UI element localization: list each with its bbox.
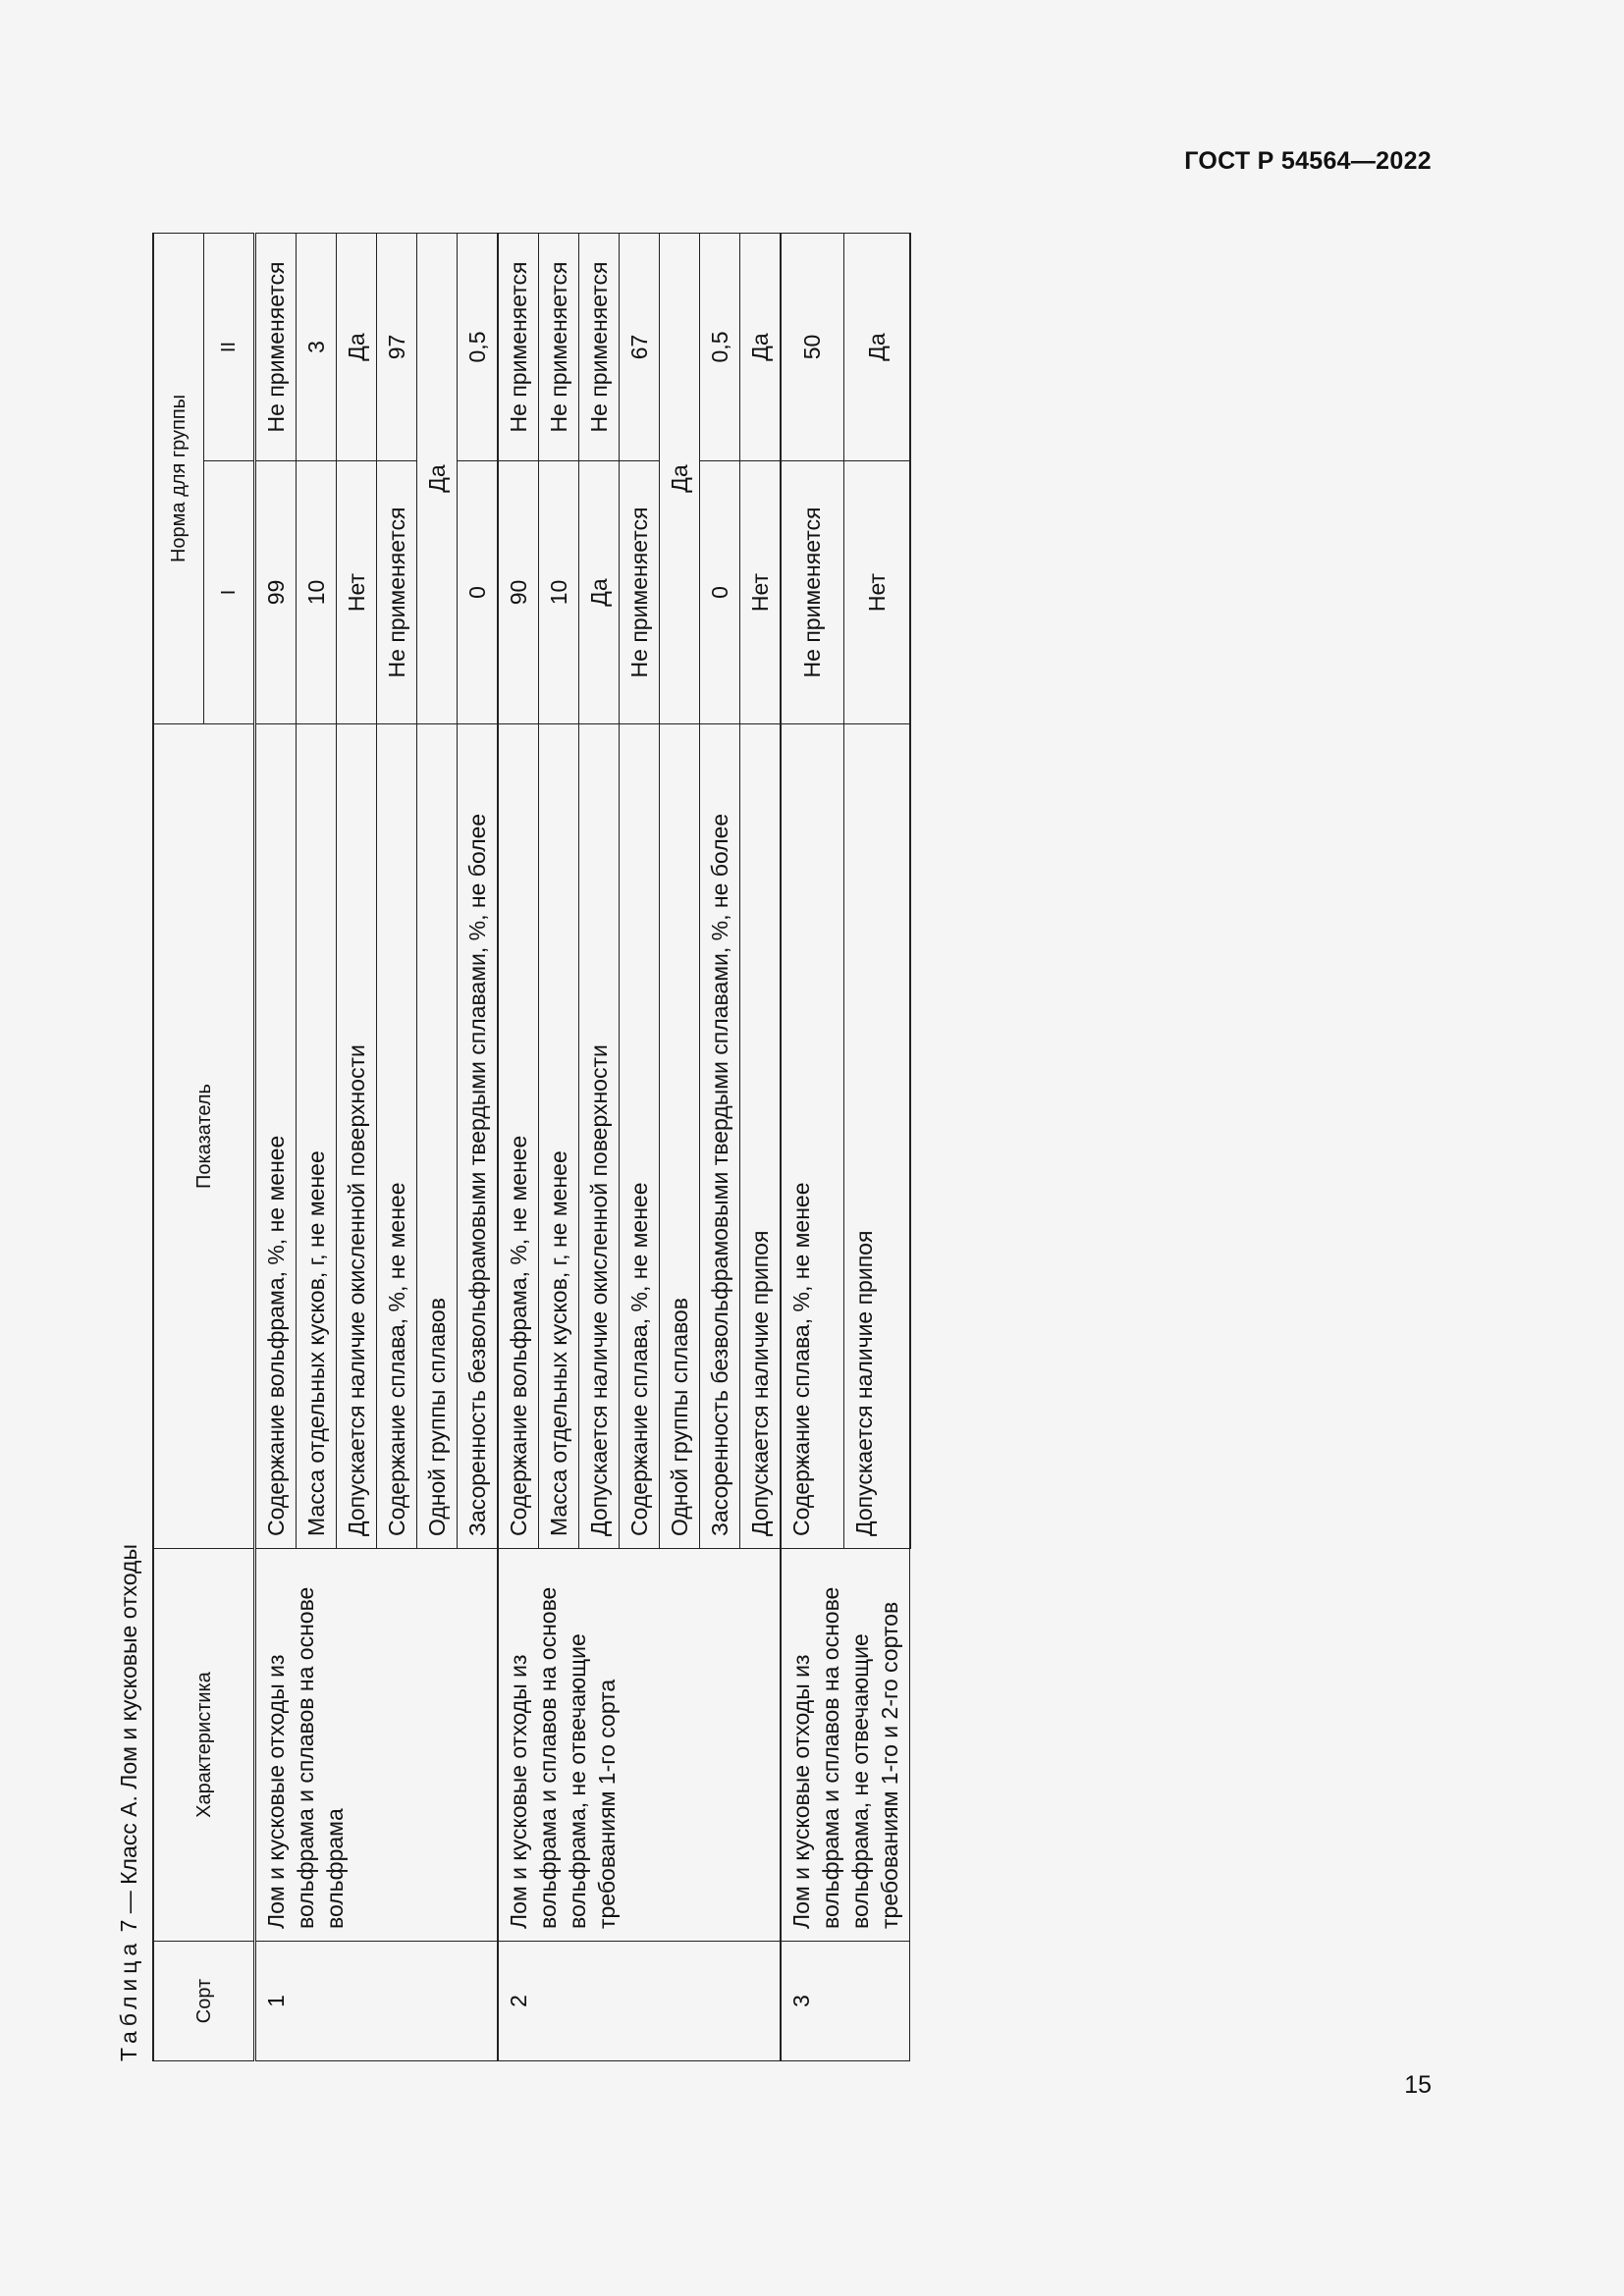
group-2-value: 0,5 (458, 233, 499, 460)
group-1-value: 90 (498, 461, 539, 724)
indicator-cell: Содержание вольфрама, %, не менее (255, 724, 297, 1549)
group-1-value: Не применяется (620, 461, 660, 724)
group-1-value: 99 (255, 461, 297, 724)
indicator-cell: Одной группы сплавов (660, 724, 700, 1549)
header-group-1: I (204, 461, 255, 724)
group-2-value: 0,5 (700, 233, 740, 460)
indicator-cell: Одной группы сплавов (417, 724, 458, 1549)
indicator-cell: Содержание сплава, %, не менее (620, 724, 660, 1549)
indicator-cell: Содержание вольфрама, %, не менее (498, 724, 539, 1549)
group-1-value: 10 (539, 461, 579, 724)
sort-cell: 2 (498, 1942, 781, 2061)
group-2-value: Да (337, 233, 377, 460)
group-2-value: 50 (781, 233, 843, 460)
indicator-cell: Допускается наличие припоя (843, 724, 910, 1549)
sort-cell: 3 (781, 1942, 910, 2061)
indicator-cell: Масса отдельных кусков, г, не менее (539, 724, 579, 1549)
group-1-value: Нет (740, 461, 782, 724)
table-row (781, 233, 843, 2060)
sort-cell: 1 (255, 1942, 499, 2061)
header-group-2: II (204, 233, 255, 460)
indicator-cell: Содержание сплава, %, не менее (781, 724, 843, 1549)
merged-groups-value: Да (417, 233, 458, 723)
group-1-value: Не применяется (377, 461, 417, 724)
group-1-value: 0 (458, 461, 499, 724)
indicator-cell: Засоренность безвольфрамовыми твердыми сплавами, %, не более (458, 724, 499, 1549)
table-row (498, 233, 539, 2060)
group-1-value: 10 (297, 461, 337, 724)
characteristic-cell: Лом и кусковые отходы из вольфрама и сплавов на основе вольфрама, не отвечающие требованиям 1-го сорта (498, 1549, 781, 1942)
group-1-value: Нет (337, 461, 377, 724)
document-code: ГОСТ Р 54564—2022 (1184, 147, 1432, 175)
group-1-value: Не применяется (781, 461, 843, 724)
indicator-cell: Допускается наличие окисленной поверхности (337, 724, 377, 1549)
page-number: 15 (1404, 2071, 1432, 2099)
group-2-value: Да (740, 233, 782, 460)
group-2-value: 97 (377, 233, 417, 460)
indicator-cell: Содержание сплава, %, не менее (377, 724, 417, 1549)
group-1-value: Да (579, 461, 620, 724)
indicator-cell: Допускается наличие окисленной поверхности (579, 724, 620, 1549)
table-caption (106, 1544, 151, 2061)
group-2-value: Да (843, 233, 910, 460)
indicator-cell: Засоренность безвольфрамовыми твердыми сплавами, %, не более (700, 724, 740, 1549)
group-1-value: 0 (700, 461, 740, 724)
group-2-value: Не применяется (539, 233, 579, 460)
table-caption-lead: Таблица (116, 1938, 141, 2061)
group-1-value: Нет (843, 461, 910, 724)
header-indicator: Показатель (153, 724, 255, 1549)
header-sort: Сорт (153, 1942, 255, 2061)
group-2-value: Не применяется (498, 233, 539, 460)
group-2-value: 3 (297, 233, 337, 460)
table-caption-text: 7 — Класс А. Лом и кусковые отходы (116, 1543, 141, 1939)
indicator-cell: Масса отдельных кусков, г, не менее (297, 724, 337, 1549)
indicator-cell: Допускается наличие припоя (740, 724, 782, 1549)
group-2-value: Не применяется (579, 233, 620, 460)
group-2-value: 67 (620, 233, 660, 460)
header-norm: Норма для группы (153, 233, 204, 723)
rotated-table-block (106, 0, 1117, 2061)
table-7 (152, 233, 911, 2061)
header-characteristic: Характеристика (153, 1549, 255, 1942)
group-2-value: Не применяется (255, 233, 297, 460)
merged-groups-value: Да (660, 233, 700, 723)
table-header-row-1 (153, 233, 204, 2060)
characteristic-cell: Лом и кусковые отходы из вольфрама и сплавов на основе вольфрама (255, 1549, 499, 1942)
characteristic-cell: Лом и кусковые отходы из вольфрама и сплавов на основе вольфрама, не отвечающие требованиям 1-го и 2-го сортов (781, 1549, 910, 1942)
table-row (255, 233, 297, 2060)
